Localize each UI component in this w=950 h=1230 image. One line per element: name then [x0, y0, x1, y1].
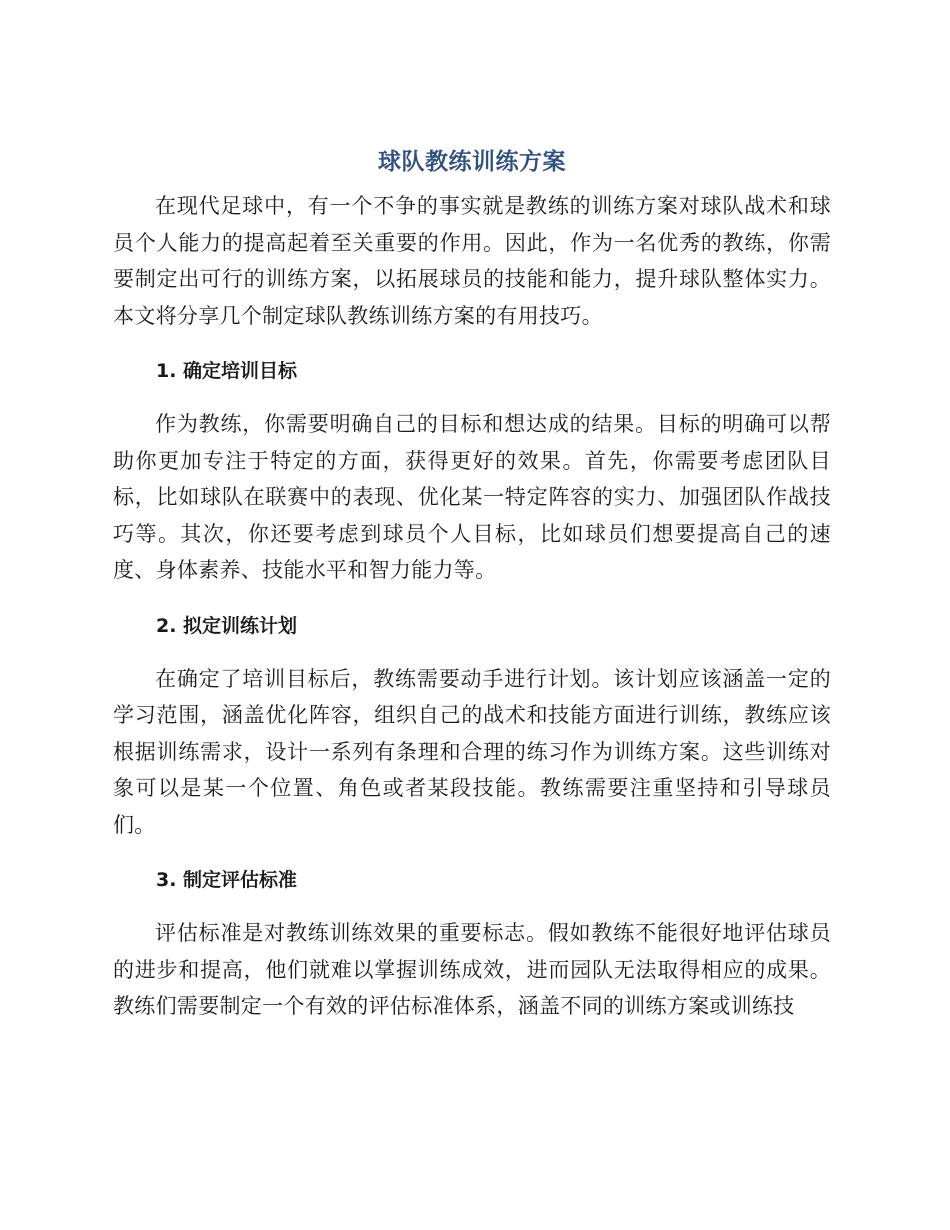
section-body-1: 作为教练，你需要明确自己的目标和想达成的结果。目标的明确可以帮助你更加专注于特定的方面，获得更好的效果。首先，你需要考虑团队目标，比如球队在联赛中的表现、优化某一特定阵容的实力、加强团队作战技巧等。其次，你还要考虑到球员个人目标，比如球员们想要提高自己的速度、身体素养、技能水平和智力能力等。 — [113, 412, 831, 582]
section-heading-1: 1. 确定培训目标 — [156, 360, 298, 382]
section-heading-3: 3. 制定评估标准 — [156, 869, 298, 891]
section-body-2: 在确定了培训目标后，教练需要动手进行计划。该计划应该涵盖一定的学习范围，涵盖优化阵容，组织自己的战术和技能方面进行训练，教练应该根据训练需求，设计一系列有条理和合理的练习作为训练方案。这些训练对象可以是某一个位置、角色或者某段技能。教练需要注重坚持和引导球员们。 — [113, 666, 831, 837]
section-heading-2: 2. 拟定训练计划 — [156, 614, 298, 637]
section-body-3: 评估标准是对教练训练效果的重要标志。假如教练不能很好地评估球员的进步和提高，他们就难以掌握训练成效，进而园队无法取得相应的成果。教练们需要制定一个有效的评估标准体系，涵盖不同的训练方案或训练技 — [113, 921, 831, 1018]
document-title: 球队教练训练方案 — [378, 149, 566, 175]
document-content — [113, 142, 831, 1025]
intro-paragraph: 在现代足球中，有一个不争的事实就是教练的训练方案对球队战术和球员个人能力的提高起着至关重要的作用。因此，作为一名优秀的教练，你需要制定出可行的训练方案，以拓展球员的技能和能力，提升球队整体实力。本文将分享几个制定球队教练训练方案的有用技巧。 — [113, 194, 831, 328]
